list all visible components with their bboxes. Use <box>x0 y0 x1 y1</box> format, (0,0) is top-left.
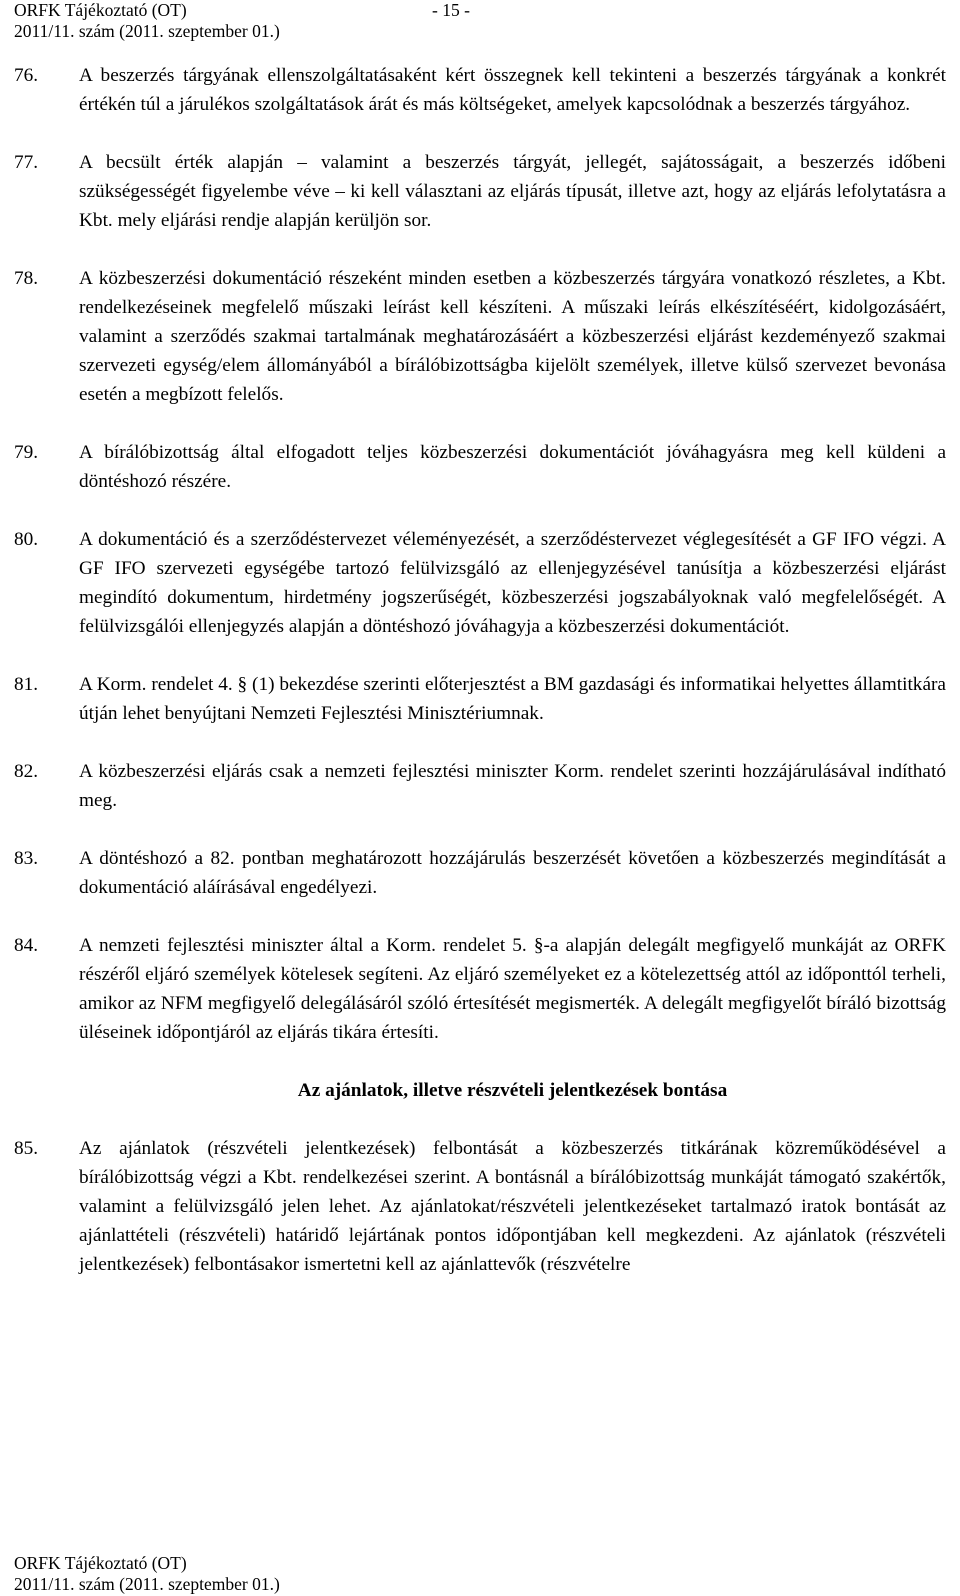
page-number: - 15 - <box>432 0 470 20</box>
paragraph-number: 85. <box>14 1138 39 1159</box>
paragraph-84 <box>14 931 946 1047</box>
paragraph-text: A beszerzés tárgyának ellenszolgáltatásaként kért összegnek kell tekinteni a beszerzés tárgyának a konkrét értékén túl a járulékos szolgáltatások árát és más költségeket, amelyek kapcsolódnak a beszerzés tárgyához. <box>79 65 946 115</box>
paragraph-text: A döntéshozó a 82. pontban meghatározott hozzájárulás beszerzését követően a közbeszerzés megindítását a dokumentáció aláírásával engedélyezi. <box>79 848 946 898</box>
paragraph-81 <box>14 670 946 728</box>
page-header <box>14 0 514 42</box>
paragraph-83 <box>14 844 946 902</box>
paragraph-78 <box>14 264 946 409</box>
paragraph-number: 82. <box>14 761 39 782</box>
paragraph-text: A becsült érték alapján – valamint a beszerzés tárgyát, jellegét, sajátosságait, a beszerzés időbeni szükségességét figyelembe véve – ki kell választani az eljárás típusát, illetve azt, hogy az eljárás lefolytatásra a Kbt. mely eljárási rendje alapján kerüljön sor. <box>79 152 946 231</box>
paragraph-79 <box>14 438 946 496</box>
paragraph-number: 79. <box>14 442 39 463</box>
header-issue-date: 2011/11. szám (2011. szeptember 01.) <box>14 21 280 41</box>
paragraph-82 <box>14 757 946 815</box>
paragraph-80 <box>14 525 946 641</box>
paragraph-text: A dokumentáció és a szerződéstervezet véleményezését, a szerződéstervezet véglegesítését a GF IFO végzi. A GF IFO szervezeti egységébe tartozó felülvizsgáló az ellenjegyzésével tanúsítja a közbeszerzési eljárást megindító dokumentum, hirdetmény jogszerűségét, közbeszerzési jogszabályoknak való megfelelőségét. A felülvizsgálói ellenjegyzés alapján a döntéshozó jóváhagyja a közbeszerzési dokumentációt. <box>79 529 946 637</box>
header-row <box>14 0 514 21</box>
section-heading: Az ajánlatok, illetve részvételi jelentkezések bontása <box>297 1080 728 1101</box>
paragraph-number: 77. <box>14 152 39 173</box>
page-footer <box>14 1553 280 1595</box>
document-body <box>14 61 946 1308</box>
paragraph-text: A Korm. rendelet 4. § (1) bekezdése szerinti előterjesztést a BM gazdasági és informatikai helyettes államtitkára útján lehet benyújtani Nemzeti Fejlesztési Minisztériumnak. <box>79 674 946 724</box>
footer-publication-title: ORFK Tájékoztató (OT) <box>14 1553 187 1573</box>
paragraph-number: 76. <box>14 65 39 86</box>
paragraph-text: Az ajánlatok (részvételi jelentkezések) felbontását a közbeszerzés titkárának közreműködésével a bírálóbizottság végzi a Kbt. rendelkezései szerint. A bontásnál a bírálóbizottság munkáját támogató szakértők, valamint a felülvizsgáló jelen lehet. Az ajánlatokat/részvételi jelentkezéseket tartalmazó iratok bontását az ajánlattételi (részvételi) határidő lejártának pontos időpontjában kell megkezdeni. Az ajánlatok (részvételi jelentkezések) felbontásakor ismertetni kell az ajánlattevők (részvételre <box>79 1138 946 1275</box>
header-publication-title: ORFK Tájékoztató (OT) <box>14 0 187 20</box>
paragraph-text: A bírálóbizottság által elfogadott teljes közbeszerzési dokumentációt jóváhagyásra meg kell küldeni a döntéshozó részére. <box>79 442 946 492</box>
paragraph-number: 80. <box>14 529 39 550</box>
paragraph-77 <box>14 148 946 235</box>
paragraph-number: 84. <box>14 935 39 956</box>
paragraph-76 <box>14 61 946 119</box>
paragraph-number: 78. <box>14 268 39 289</box>
paragraph-text: A közbeszerzési dokumentáció részeként minden esetben a közbeszerzés tárgyára vonatkozó részletes, a Kbt. rendelkezéseinek megfelelő műszaki leírást kell készíteni. A műszaki leírás elkészítéséért, kidolgozásáért, valamint a szerződés szakmai tartalmának meghatározásáért a közbeszerzési eljárást kezdeményező szakmai szervezeti egység/elem állományából a bírálóbizottságba kijelölt személyek, illetve külső szervezet bevonása esetén a megbízott felelős. <box>79 268 946 405</box>
footer-issue-date: 2011/11. szám (2011. szeptember 01.) <box>14 1574 280 1594</box>
paragraph-text: A nemzeti fejlesztési miniszter által a Korm. rendelet 5. §-a alapján delegált megfigyelő munkáját az ORFK részéről eljáró személyek kötelesek segíteni. Az eljáró személyeket ez a kötelezettség attól az időponttól terheli, amikor az NFM megfigyelő delegálásáról szóló értesítését megismerték. A delegált megfigyelőt bíráló bizottság üléseinek időpontjáról az eljárás tikára értesíti. <box>79 935 946 1043</box>
paragraph-85 <box>14 1134 946 1279</box>
paragraph-number: 83. <box>14 848 39 869</box>
paragraph-number: 81. <box>14 674 39 695</box>
paragraph-text: A közbeszerzési eljárás csak a nemzeti fejlesztési miniszter Korm. rendelet szerinti hozzájárulásával indítható meg. <box>79 761 946 811</box>
